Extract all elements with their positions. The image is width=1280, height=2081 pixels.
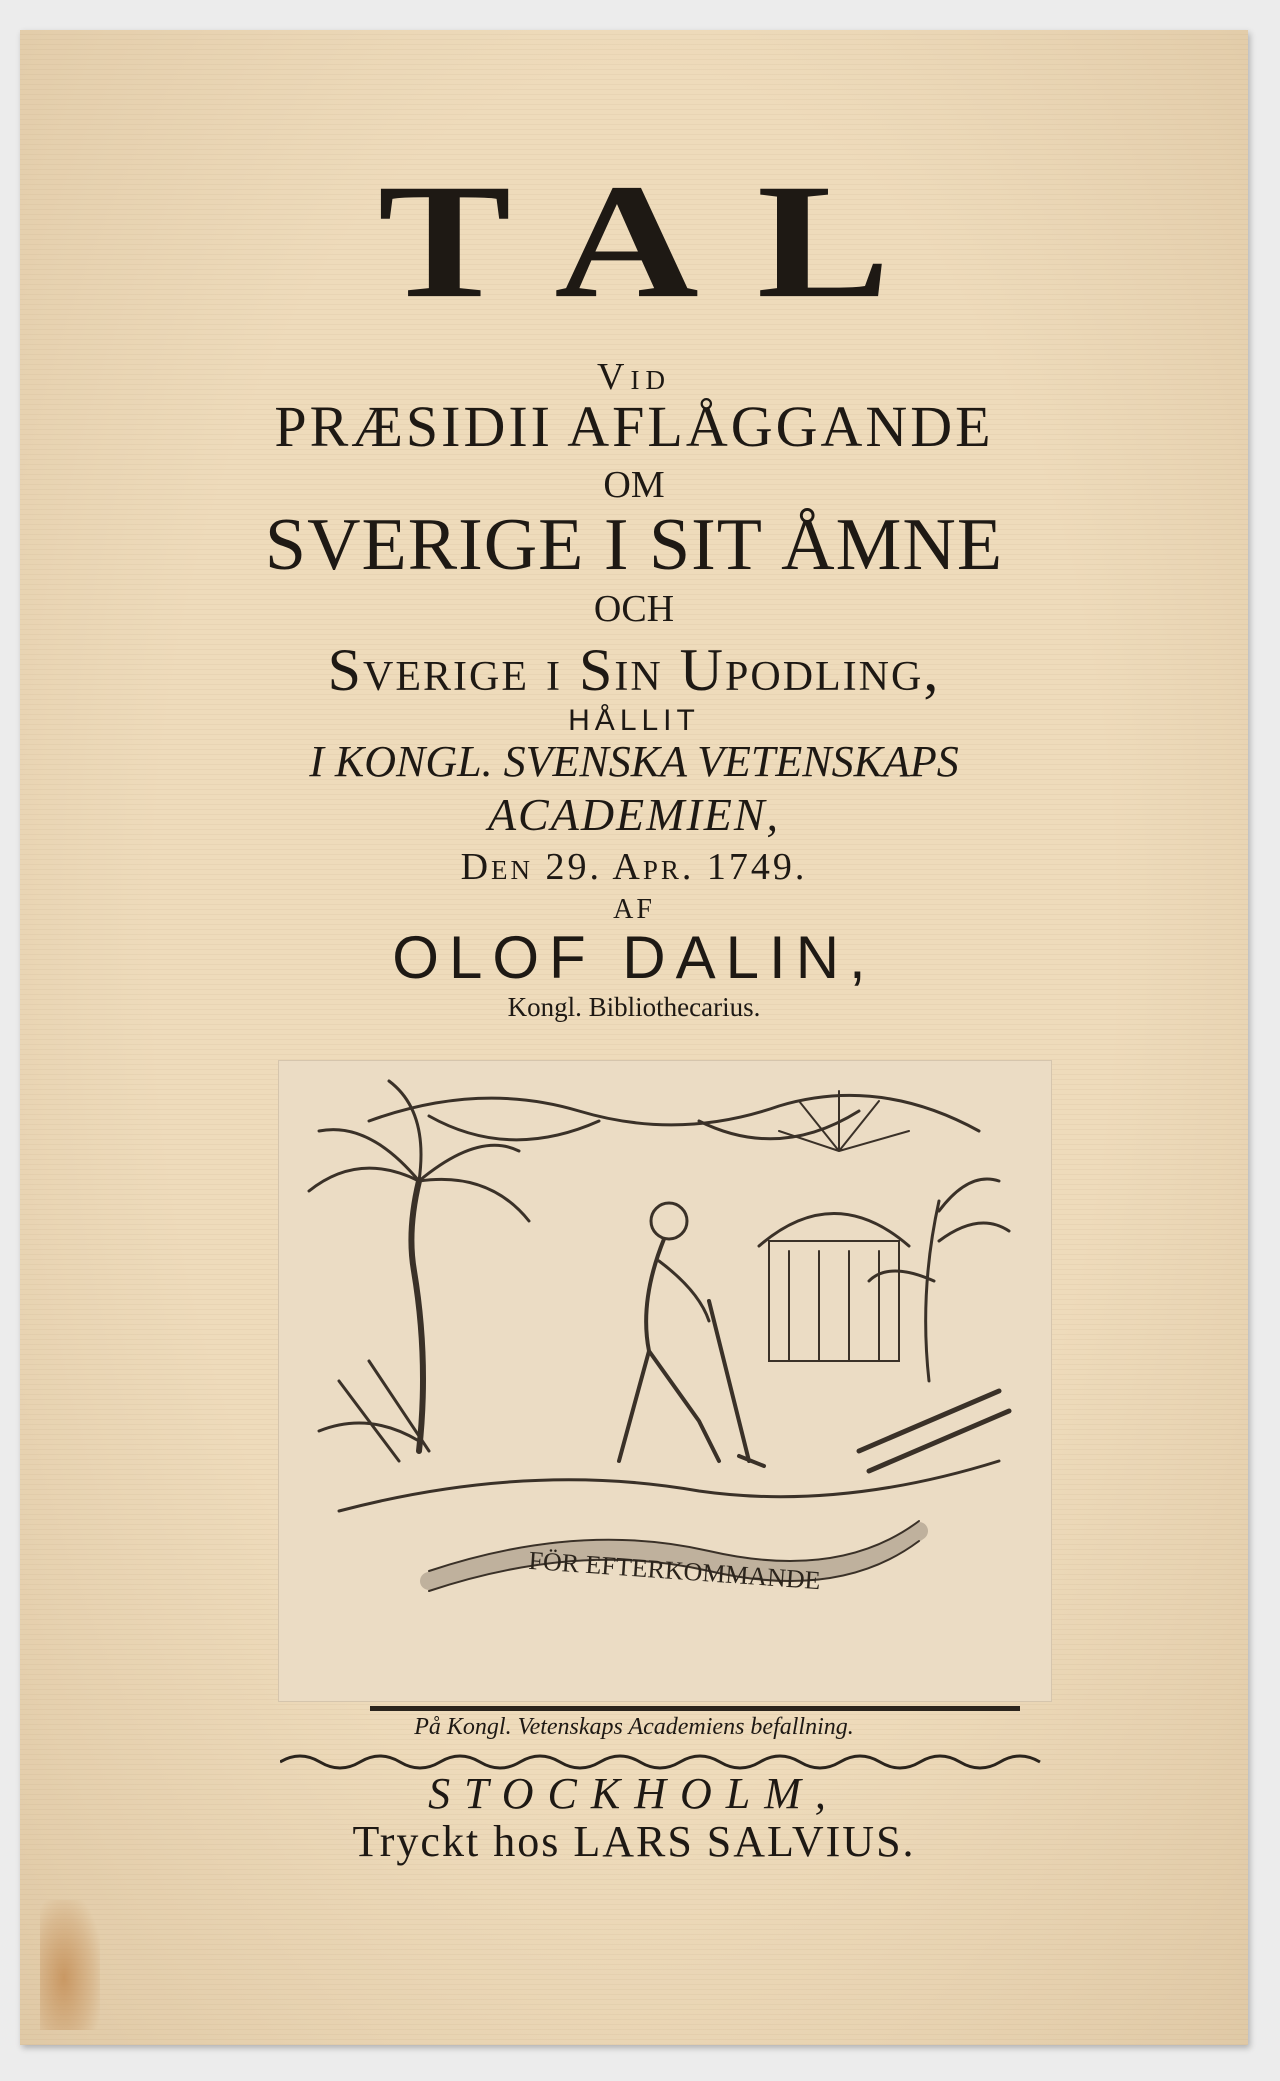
garland-ornament bbox=[369, 1095, 979, 1131]
subtitle-praesidii: PRÆSIDII AFLÅGGANDE bbox=[274, 394, 994, 459]
palm-frond-1 bbox=[309, 1168, 419, 1191]
author-title: Kongl. Bibliothecarius. bbox=[507, 992, 761, 1022]
figure-body bbox=[619, 1239, 719, 1461]
felled-log bbox=[859, 1391, 1009, 1471]
subtitle-om: OM bbox=[603, 464, 665, 506]
subtitle-sverige-amne: SVERIGE I SIT ÅMNE bbox=[264, 504, 1004, 586]
palm-frond-5 bbox=[419, 1179, 529, 1221]
palm-trunk bbox=[411, 1181, 423, 1451]
imprint-rule bbox=[370, 1706, 1020, 1711]
subtitle-hallit: HÅLLIT bbox=[568, 704, 700, 737]
imprint-note: På Kongl. Vetenskaps Academiens befallning. bbox=[414, 1714, 854, 1740]
tools-pile bbox=[319, 1361, 429, 1461]
author-name: OLOF DALIN, bbox=[392, 924, 876, 991]
figure-head bbox=[651, 1203, 687, 1239]
engraving-illustration bbox=[279, 1061, 1051, 1701]
engraving-vignette bbox=[278, 1060, 1052, 1702]
title-page bbox=[20, 30, 1248, 2045]
figure-arms bbox=[659, 1261, 709, 1321]
main-title: TAL bbox=[377, 150, 949, 333]
subtitle-vid: Vid bbox=[597, 356, 671, 398]
ground bbox=[339, 1461, 999, 1511]
subtitle-af: AF bbox=[613, 894, 655, 925]
paper-stain bbox=[40, 1900, 100, 2030]
spade bbox=[709, 1301, 764, 1466]
banner-text: FÖR EFTERKOMMANDE bbox=[527, 1545, 822, 1596]
speech-date: Den 29. Apr. 1749. bbox=[460, 846, 808, 888]
subtitle-sverige-upodling: Sverige i Sin Upodling, bbox=[327, 637, 941, 703]
palm-frond-4 bbox=[419, 1145, 519, 1181]
subtitle-och: OCH bbox=[593, 588, 675, 630]
imprint-printer: Tryckt hos LARS SALVIUS. bbox=[352, 1817, 916, 1866]
subtitle-kongl: I KONGL. SVENSKA VETENSKAPS bbox=[309, 737, 959, 786]
right-tree bbox=[869, 1179, 1009, 1381]
temple-columns bbox=[789, 1251, 879, 1361]
subtitle-academien: ACADEMIEN, bbox=[487, 789, 781, 840]
imprint-city: STOCKHOLM, bbox=[428, 1769, 840, 1818]
